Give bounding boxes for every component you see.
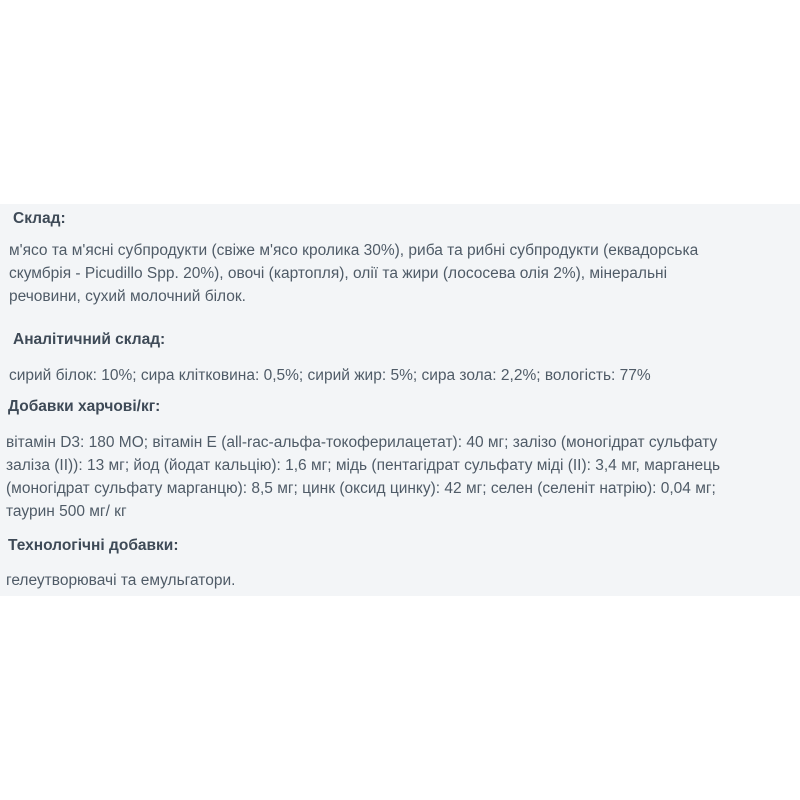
analytical-heading: Аналітичний склад:	[13, 331, 166, 348]
analytical-line: сирий білок: 10%; сира клітковина: 0,5%; сирий жир: 5%; сира зола: 2,2%; вологість: 77%	[9, 367, 651, 384]
additives-text	[6, 431, 720, 523]
product-info-panel	[0, 204, 800, 596]
composition-text	[9, 239, 698, 308]
technological-heading: Технологічні добавки:	[8, 537, 179, 554]
additives-line: вітамін D3: 180 МО; вітамін Е (all-rac-альфа-токоферилацетат): 40 мг; залізо (моногідрат сульфату	[6, 434, 718, 451]
composition-heading: Склад:	[13, 210, 66, 227]
analytical-text	[9, 364, 651, 387]
additives-line: таурин 500 мг/ кг	[6, 503, 127, 520]
additives-line: заліза (II)): 13 мг; йод (йодат кальцію): 1,6 мг; мідь (пентагідрат сульфату міді (II): 3,4 мг, марганець	[6, 457, 721, 474]
technological-text	[6, 569, 235, 592]
technological-line: гелеутворювачі та емульгатори.	[6, 572, 236, 589]
composition-line: скумбрія - Picudillo Spp. 20%), овочі (картопля), олії та жири (лососева олія 2%), мінеральні	[9, 265, 668, 282]
composition-line: м'ясо та м'ясні субпродукти (свіже м'ясо кролика 30%), риба та рибні субпродукти (еквадорська	[9, 242, 699, 259]
additives-line: (моногідрат сульфату марганцю): 8,5 мг; цинк (оксид цинку): 42 мг; селен (селеніт натрію): 0,04 мг;	[6, 480, 716, 497]
additives-heading: Добавки харчові/кг:	[8, 398, 161, 415]
composition-line: речовини, сухий молочний білок.	[9, 288, 246, 305]
